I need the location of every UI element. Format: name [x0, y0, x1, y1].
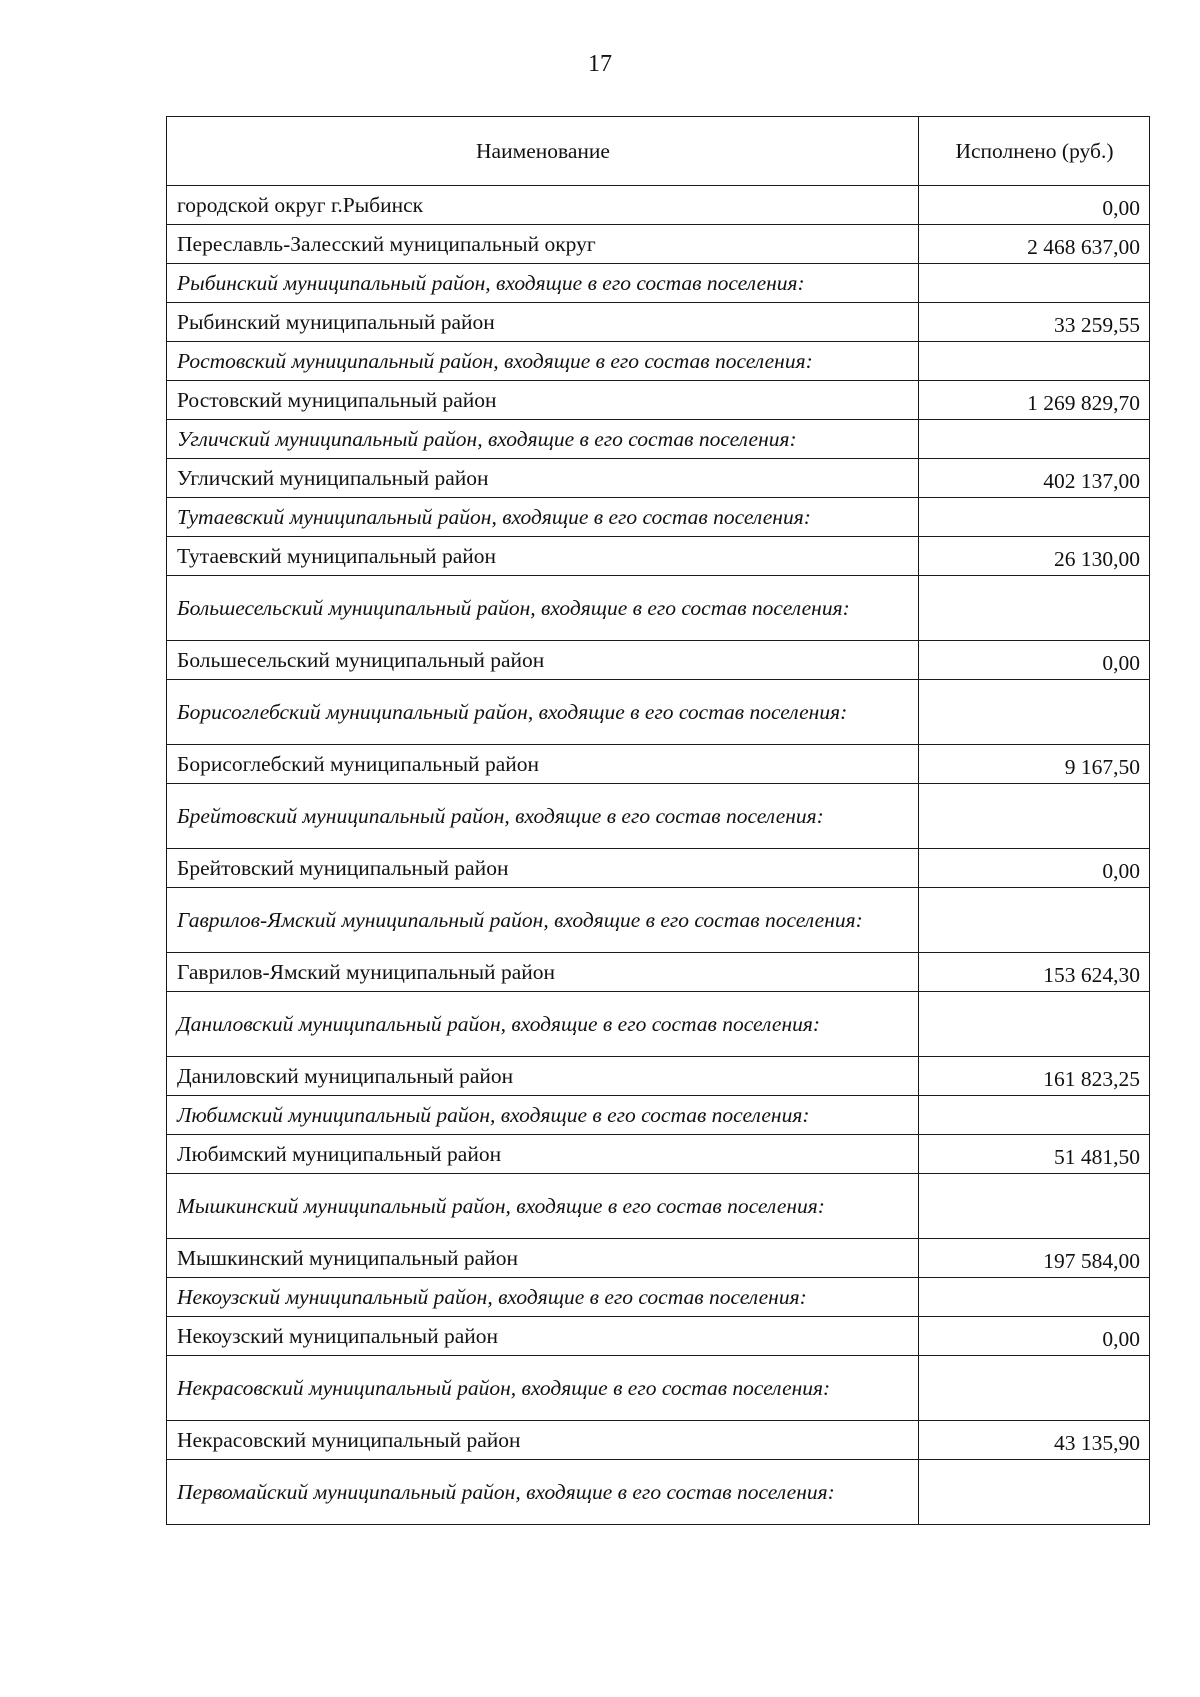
row-amount: 402 137,00: [919, 459, 1150, 498]
row-name: Некоузский муниципальный район, входящие в его состав поселения:: [167, 1278, 919, 1317]
row-amount: 2 468 637,00: [919, 225, 1150, 264]
table-body: [167, 186, 1150, 1525]
table-row: [167, 953, 1150, 992]
row-name: Рыбинский муниципальный район, входящие в его состав поселения:: [167, 264, 919, 303]
row-name: Тутаевский муниципальный район, входящие в его состав поселения:: [167, 498, 919, 537]
row-name: Ростовский муниципальный район, входящие в его состав поселения:: [167, 342, 919, 381]
row-name: Некрасовский муниципальный район: [167, 1421, 919, 1460]
row-name: Борисоглебский муниципальный район, входящие в его состав поселения:: [167, 680, 919, 745]
row-amount: 197 584,00: [919, 1239, 1150, 1278]
row-name: Борисоглебский муниципальный район: [167, 745, 919, 784]
row-amount: 51 481,50: [919, 1135, 1150, 1174]
table-row: [167, 641, 1150, 680]
row-amount: [919, 784, 1150, 849]
row-amount: [919, 1356, 1150, 1421]
table-row: [167, 1239, 1150, 1278]
row-amount: 0,00: [919, 186, 1150, 225]
row-amount: 9 167,50: [919, 745, 1150, 784]
header-amount: Исполнено (руб.): [919, 117, 1150, 186]
row-name: Большесельский муниципальный район: [167, 641, 919, 680]
table-group-row: [167, 420, 1150, 459]
budget-table: [166, 116, 1150, 1525]
row-name: Даниловский муниципальный район, входящие в его состав поселения:: [167, 992, 919, 1057]
row-name: городской округ г.Рыбинск: [167, 186, 919, 225]
table-row: [167, 1421, 1150, 1460]
table-group-row: [167, 576, 1150, 641]
table-group-row: [167, 1460, 1150, 1525]
row-name: Некоузский муниципальный район: [167, 1317, 919, 1356]
row-amount: [919, 576, 1150, 641]
table-group-row: [167, 784, 1150, 849]
row-name: Брейтовский муниципальный район, входящие в его состав поселения:: [167, 784, 919, 849]
row-name: Тутаевский муниципальный район: [167, 537, 919, 576]
table-group-row: [167, 1356, 1150, 1421]
row-name: Гаврилов-Ямский муниципальный район: [167, 953, 919, 992]
row-name: Даниловский муниципальный район: [167, 1057, 919, 1096]
row-amount: 43 135,90: [919, 1421, 1150, 1460]
row-name: Первомайский муниципальный район, входящие в его состав поселения:: [167, 1460, 919, 1525]
row-amount: [919, 342, 1150, 381]
table-row: [167, 1135, 1150, 1174]
row-amount: 153 624,30: [919, 953, 1150, 992]
header-name: Наименование: [167, 117, 919, 186]
row-amount: [919, 1096, 1150, 1135]
row-amount: [919, 992, 1150, 1057]
row-name: Мышкинский муниципальный район: [167, 1239, 919, 1278]
table-row: [167, 303, 1150, 342]
table-group-row: [167, 342, 1150, 381]
row-name: Любимский муниципальный район: [167, 1135, 919, 1174]
row-name: Угличский муниципальный район: [167, 459, 919, 498]
row-name: Угличский муниципальный район, входящие в его состав поселения:: [167, 420, 919, 459]
row-name: Переславль-Залесский муниципальный округ: [167, 225, 919, 264]
table-group-row: [167, 1174, 1150, 1239]
table-row: [167, 537, 1150, 576]
row-name: Брейтовский муниципальный район: [167, 849, 919, 888]
row-amount: 0,00: [919, 849, 1150, 888]
header-row: [167, 117, 1150, 186]
table-row: [167, 186, 1150, 225]
row-amount: 33 259,55: [919, 303, 1150, 342]
row-amount: 26 130,00: [919, 537, 1150, 576]
row-amount: [919, 264, 1150, 303]
table-group-row: [167, 498, 1150, 537]
table-row: [167, 381, 1150, 420]
row-amount: 1 269 829,70: [919, 381, 1150, 420]
table-row: [167, 1057, 1150, 1096]
row-amount: [919, 420, 1150, 459]
table-row: [167, 849, 1150, 888]
row-name: Любимский муниципальный район, входящие в его состав поселения:: [167, 1096, 919, 1135]
table-row: [167, 225, 1150, 264]
table-group-row: [167, 1278, 1150, 1317]
row-amount: [919, 1460, 1150, 1525]
row-name: Рыбинский муниципальный район: [167, 303, 919, 342]
row-amount: [919, 1174, 1150, 1239]
row-amount: [919, 888, 1150, 953]
row-name: Ростовский муниципальный район: [167, 381, 919, 420]
table-group-row: [167, 992, 1150, 1057]
row-name: Мышкинский муниципальный район, входящие в его состав поселения:: [167, 1174, 919, 1239]
row-amount: 0,00: [919, 641, 1150, 680]
row-amount: [919, 1278, 1150, 1317]
table-group-row: [167, 1096, 1150, 1135]
row-amount: 0,00: [919, 1317, 1150, 1356]
table-row: [167, 745, 1150, 784]
row-amount: [919, 498, 1150, 537]
table-group-row: [167, 680, 1150, 745]
table-group-row: [167, 264, 1150, 303]
row-name: Некрасовский муниципальный район, входящие в его состав поселения:: [167, 1356, 919, 1421]
table-row: [167, 459, 1150, 498]
page-number: 17: [588, 51, 612, 77]
table-header: [167, 117, 1150, 186]
table-group-row: [167, 888, 1150, 953]
row-amount: 161 823,25: [919, 1057, 1150, 1096]
table-row: [167, 1317, 1150, 1356]
row-name: Большесельский муниципальный район, входящие в его состав поселения:: [167, 576, 919, 641]
row-name: Гаврилов-Ямский муниципальный район, входящие в его состав поселения:: [167, 888, 919, 953]
row-amount: [919, 680, 1150, 745]
